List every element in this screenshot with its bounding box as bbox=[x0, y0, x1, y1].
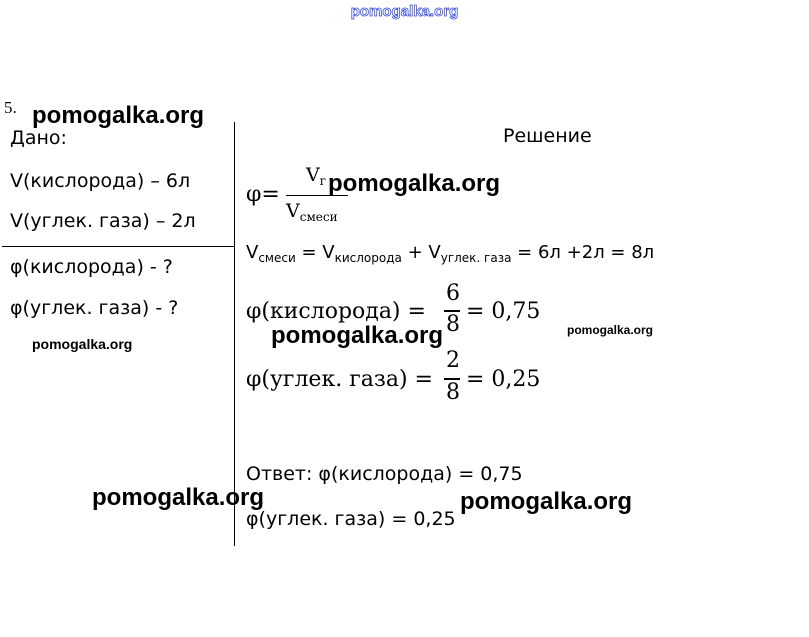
watermark-3: pomogalka.org bbox=[271, 322, 444, 349]
problem-number: 5. bbox=[4, 98, 17, 117]
formula-numerator: $V_г$ bbox=[306, 164, 327, 188]
watermark-5: pomogalka.org bbox=[567, 323, 654, 337]
solution-heading: Решение bbox=[503, 125, 592, 147]
given-oxygen-volume: V(кислорода) – 6л bbox=[10, 170, 191, 192]
watermark-1: pomogalka.org bbox=[32, 102, 205, 129]
co2-fraction-result: = 0,25 bbox=[466, 367, 541, 392]
formula-phi: φ= bbox=[246, 182, 280, 207]
co2-fraction-numerator: 2 bbox=[446, 348, 460, 373]
find-oxygen-fraction: φ(кислорода) - ? bbox=[10, 256, 173, 278]
section-divider bbox=[234, 122, 235, 546]
watermark-7: pomogalka.org bbox=[460, 488, 633, 515]
header-watermark: pomogalka.org bbox=[350, 3, 459, 20]
given-co2-volume: V(углек. газа) – 2л bbox=[10, 210, 196, 232]
answer-co2: φ(углек. газа) = 0,25 bbox=[246, 508, 456, 530]
co2-fraction-label: φ(углек. газа) = bbox=[246, 367, 433, 392]
find-co2-fraction: φ(углек. газа) - ? bbox=[10, 297, 179, 319]
mixture-volume-calculation: $V_{смеси} = V_{кислорода} + V_{углек. газа} = 6л +2л = 8л$ bbox=[246, 242, 655, 265]
watermark-6: pomogalka.org bbox=[92, 484, 265, 511]
oxygen-fraction-numerator: 6 bbox=[446, 281, 460, 306]
co2-fraction-denominator: 8 bbox=[446, 380, 460, 405]
watermark-4: pomogalka.org bbox=[32, 336, 133, 352]
oxygen-fraction-label: φ(кислорода) = bbox=[246, 299, 426, 324]
oxygen-fraction-denominator: 8 bbox=[446, 312, 460, 337]
oxygen-fraction-result: = 0,75 bbox=[466, 299, 541, 324]
formula-denominator: $V_{смеси}$ bbox=[286, 200, 338, 224]
given-divider bbox=[2, 246, 234, 247]
given-title: Дано: bbox=[10, 127, 67, 149]
watermark-2: pomogalka.org bbox=[328, 170, 501, 197]
answer-oxygen: Ответ: φ(кислорода) = 0,75 bbox=[246, 463, 523, 485]
